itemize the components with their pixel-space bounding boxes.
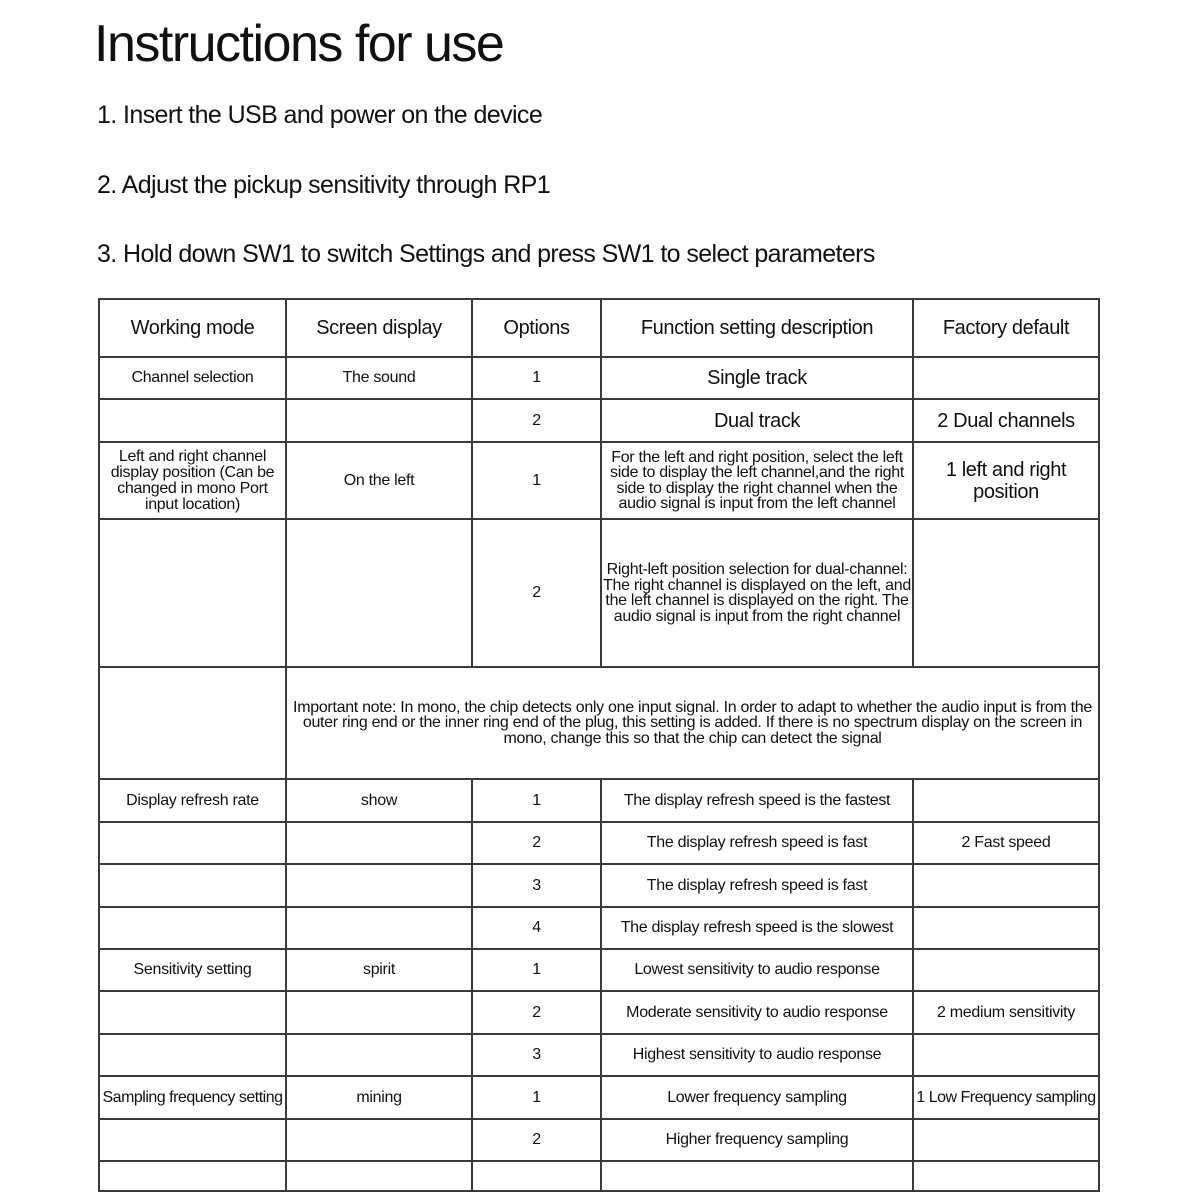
option-cell: 2 (472, 1119, 601, 1161)
description-cell (601, 1161, 913, 1191)
description-cell: The display refresh speed is fast (601, 822, 913, 864)
working-mode-cell (99, 1119, 286, 1161)
working-mode-cell (99, 667, 286, 779)
working-mode-cell: Display refresh rate (99, 779, 286, 822)
screen-display-cell (286, 1119, 472, 1161)
description-cell: Lower frequency sampling (601, 1076, 913, 1119)
table-row (99, 399, 1099, 442)
screen-display-cell (286, 399, 472, 442)
table-row (99, 907, 1099, 949)
working-mode-cell (99, 991, 286, 1034)
table-row (99, 949, 1099, 991)
working-mode-cell (99, 864, 286, 907)
default-cell (913, 1119, 1099, 1161)
working-mode-cell: Channel selection (99, 357, 286, 399)
table-header-row (99, 299, 1099, 357)
screen-display-cell (286, 907, 472, 949)
option-cell: 2 (472, 399, 601, 442)
description-cell: The display refresh speed is fast (601, 864, 913, 907)
working-mode-cell (99, 822, 286, 864)
option-cell: 2 (472, 519, 601, 667)
default-cell: 2 Dual channels (913, 399, 1099, 442)
instruction-step-1: 1. Insert the USB and power on the device (97, 101, 543, 129)
option-cell: 4 (472, 907, 601, 949)
working-mode-cell: Sensitivity setting (99, 949, 286, 991)
screen-display-cell: The sound (286, 357, 472, 399)
table-row (99, 1076, 1099, 1119)
default-cell (913, 949, 1099, 991)
table-row (99, 1034, 1099, 1076)
description-cell: Right-left position selection for dual-channel: The right channel is displayed on the left, and the left channel is displayed on the right. The audio signal is input from the right channel (601, 519, 913, 667)
option-cell: 1 (472, 949, 601, 991)
default-cell: 2 medium sensitivity (913, 991, 1099, 1034)
working-mode-cell (99, 1161, 286, 1191)
screen-display-cell (286, 864, 472, 907)
screen-display-cell: On the left (286, 442, 472, 519)
working-mode-cell (99, 399, 286, 442)
table-row (99, 519, 1099, 667)
description-cell: The display refresh speed is the slowest (601, 907, 913, 949)
description-cell: Lowest sensitivity to audio response (601, 949, 913, 991)
description-cell: Dual track (601, 399, 913, 442)
default-cell (913, 864, 1099, 907)
table-row (99, 991, 1099, 1034)
settings-table (98, 298, 1100, 1192)
option-cell: 3 (472, 864, 601, 907)
option-cell: 1 (472, 357, 601, 399)
working-mode-cell: Sampling frequency setting (99, 1076, 286, 1119)
screen-display-cell: mining (286, 1076, 472, 1119)
screen-display-cell: show (286, 779, 472, 822)
table-row (99, 864, 1099, 907)
table-row (99, 1161, 1099, 1191)
working-mode-cell (99, 519, 286, 667)
default-cell (913, 357, 1099, 399)
table-row (99, 779, 1099, 822)
working-mode-cell (99, 907, 286, 949)
header-function-description: Function setting description (601, 299, 913, 357)
default-cell (913, 1034, 1099, 1076)
description-cell: For the left and right position, select the left side to display the left channel,and the right side to display the right channel when the audio signal is input from the left channel (601, 442, 913, 519)
header-working-mode: Working mode (99, 299, 286, 357)
table-row (99, 442, 1099, 519)
option-cell: 1 (472, 779, 601, 822)
screen-display-cell (286, 822, 472, 864)
working-mode-cell (99, 1034, 286, 1076)
table-row (99, 357, 1099, 399)
option-cell: 2 (472, 991, 601, 1034)
table-row (99, 667, 1099, 779)
description-cell: Moderate sensitivity to audio response (601, 991, 913, 1034)
option-cell: 1 (472, 1076, 601, 1119)
instruction-step-3: 3. Hold down SW1 to switch Settings and press SW1 to select parameters (97, 240, 875, 268)
screen-display-cell (286, 1034, 472, 1076)
option-cell: 2 (472, 822, 601, 864)
option-cell: 1 (472, 442, 601, 519)
description-cell: Highest sensitivity to audio response (601, 1034, 913, 1076)
working-mode-cell: Left and right channel display position (Can be changed in mono Port input location) (99, 442, 286, 519)
instruction-step-2: 2. Adjust the pickup sensitivity through RP1 (97, 171, 551, 199)
screen-display-cell: spirit (286, 949, 472, 991)
page-title: Instructions for use (94, 15, 504, 73)
description-cell: Single track (601, 357, 913, 399)
default-cell (913, 519, 1099, 667)
default-cell: 1 Low Frequency sampling (913, 1076, 1099, 1119)
option-cell: 3 (472, 1034, 601, 1076)
header-factory-default: Factory default (913, 299, 1099, 357)
header-options: Options (472, 299, 601, 357)
default-cell: 2 Fast speed (913, 822, 1099, 864)
table-row (99, 822, 1099, 864)
important-note: Important note: In mono, the chip detects only one input signal. In order to adapt to whether the audio input is from the outer ring end or the inner ring end of the plug, this setting is added. If there is no spectrum display on the screen in mono, change this so that the chip can detect the signal (286, 667, 1099, 779)
default-cell (913, 907, 1099, 949)
description-cell: The display refresh speed is the fastest (601, 779, 913, 822)
default-cell (913, 779, 1099, 822)
option-cell (472, 1161, 601, 1191)
table-row (99, 1119, 1099, 1161)
default-cell: 1 left and right position (913, 442, 1099, 519)
screen-display-cell (286, 1161, 472, 1191)
screen-display-cell (286, 519, 472, 667)
description-cell: Higher frequency sampling (601, 1119, 913, 1161)
screen-display-cell (286, 991, 472, 1034)
header-screen-display: Screen display (286, 299, 472, 357)
default-cell (913, 1161, 1099, 1191)
